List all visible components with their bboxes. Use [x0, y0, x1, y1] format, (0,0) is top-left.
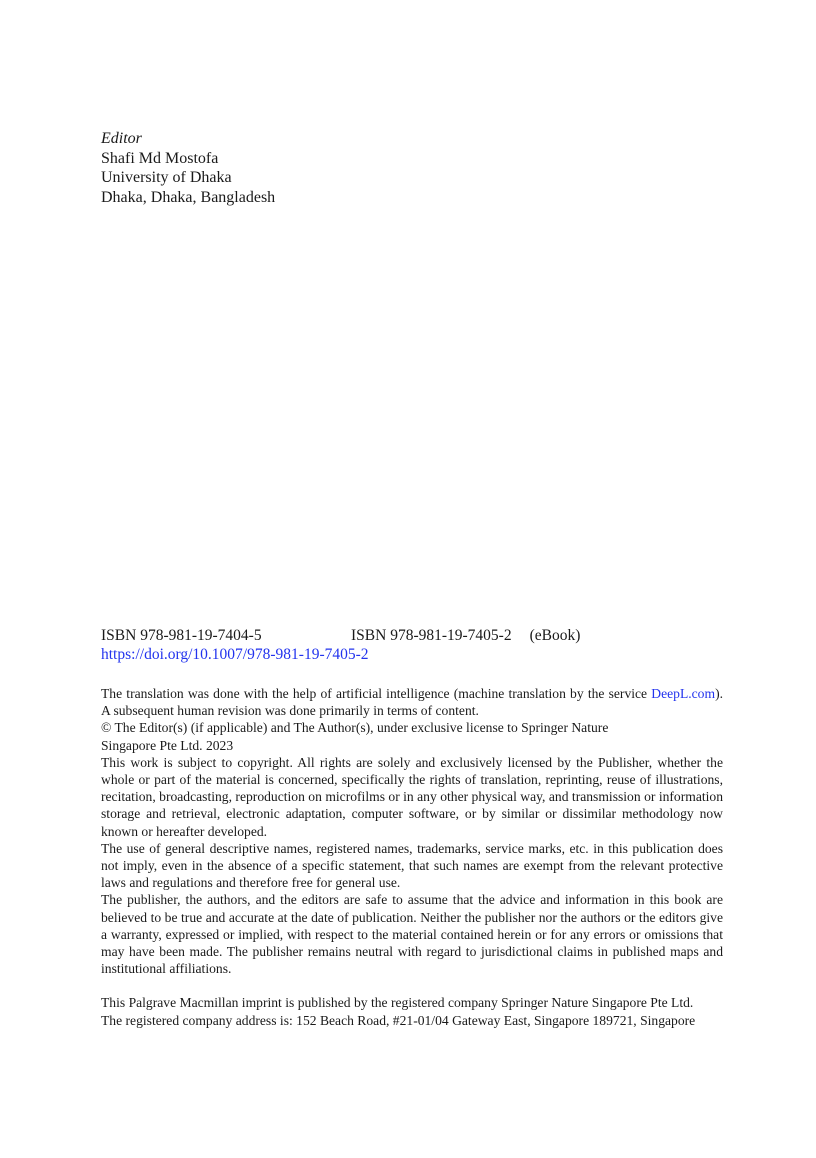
isbn-block: [101, 626, 580, 664]
translation-note: [101, 685, 723, 719]
isbn-ebook: ISBN 978-981-19-7405-2: [351, 627, 512, 644]
editor-location: Dhaka, Dhaka, Bangladesh: [101, 188, 276, 206]
copyright-line-2: Singapore Pte Ltd. 2023: [101, 737, 234, 753]
legal-notice: [101, 685, 723, 1029]
isbn-print: ISBN 978-981-19-7404-5: [101, 627, 262, 644]
trademark-paragraph: The use of general descriptive names, registered names, trademarks, service marks, etc. in this publication does not imply, even in the absence of a specific statement, that such names are exempt from the relevant protective laws and regulations and therefore free for general use.: [101, 840, 723, 891]
imprint-address: The registered company address is: 152 Beach Road, #21-01/04 Gateway East, Singapore 189721, Singapore: [101, 1012, 696, 1028]
disclaimer-paragraph: The publisher, the authors, and the editors are safe to assume that the advice and information in this book are believed to be true and accurate at the date of publication. Neither the publisher nor the authors or the editors give a warranty, expressed or implied, with respect to the material contained herein or for any errors or omissions that may have been made. The publisher remains neutral with regard to jurisdictional claims in published maps and institutional affiliations.: [101, 892, 723, 977]
spacer: [101, 977, 723, 994]
isbn-row: [101, 626, 580, 645]
copyright-line-1: © The Editor(s) (if applicable) and The Author(s), under exclusive license to Springer Nature: [101, 720, 609, 736]
isbn-ebook-format: (eBook): [529, 627, 581, 644]
translation-note-after: ). A subsequent human revision was done primarily in terms of content.: [101, 686, 723, 719]
editor-affiliation: University of Dhaka: [101, 169, 232, 186]
editor-name: Shafi Md Mostofa: [101, 149, 219, 167]
copyright-paragraph: This work is subject to copyright. All rights are solely and exclusively licensed by the Publisher, whether the whole or part of the material is concerned, specifically the rights of translation, reprinting, reuse of illustrations, recitation, broadcasting, reproduction on microfilms or in any other physical way, and transmission or information storage and retrieval, electronic adaptation, computer software, or by similar or dissimilar methodology now known or hereafter developed.: [101, 754, 723, 839]
deepl-link[interactable]: DeepL.com: [651, 686, 716, 701]
doi-link[interactable]: https://doi.org/10.1007/978-981-19-7405-2: [101, 646, 369, 663]
imprint-statement: This Palgrave Macmillan imprint is published by the registered company Springer Nature Singapore Pte Ltd.: [101, 995, 694, 1011]
editor-role: Editor: [101, 130, 142, 147]
editor-block: [101, 129, 275, 207]
translation-note-before: The translation was done with the help of artificial intelligence (machine translation by the service: [101, 686, 652, 701]
